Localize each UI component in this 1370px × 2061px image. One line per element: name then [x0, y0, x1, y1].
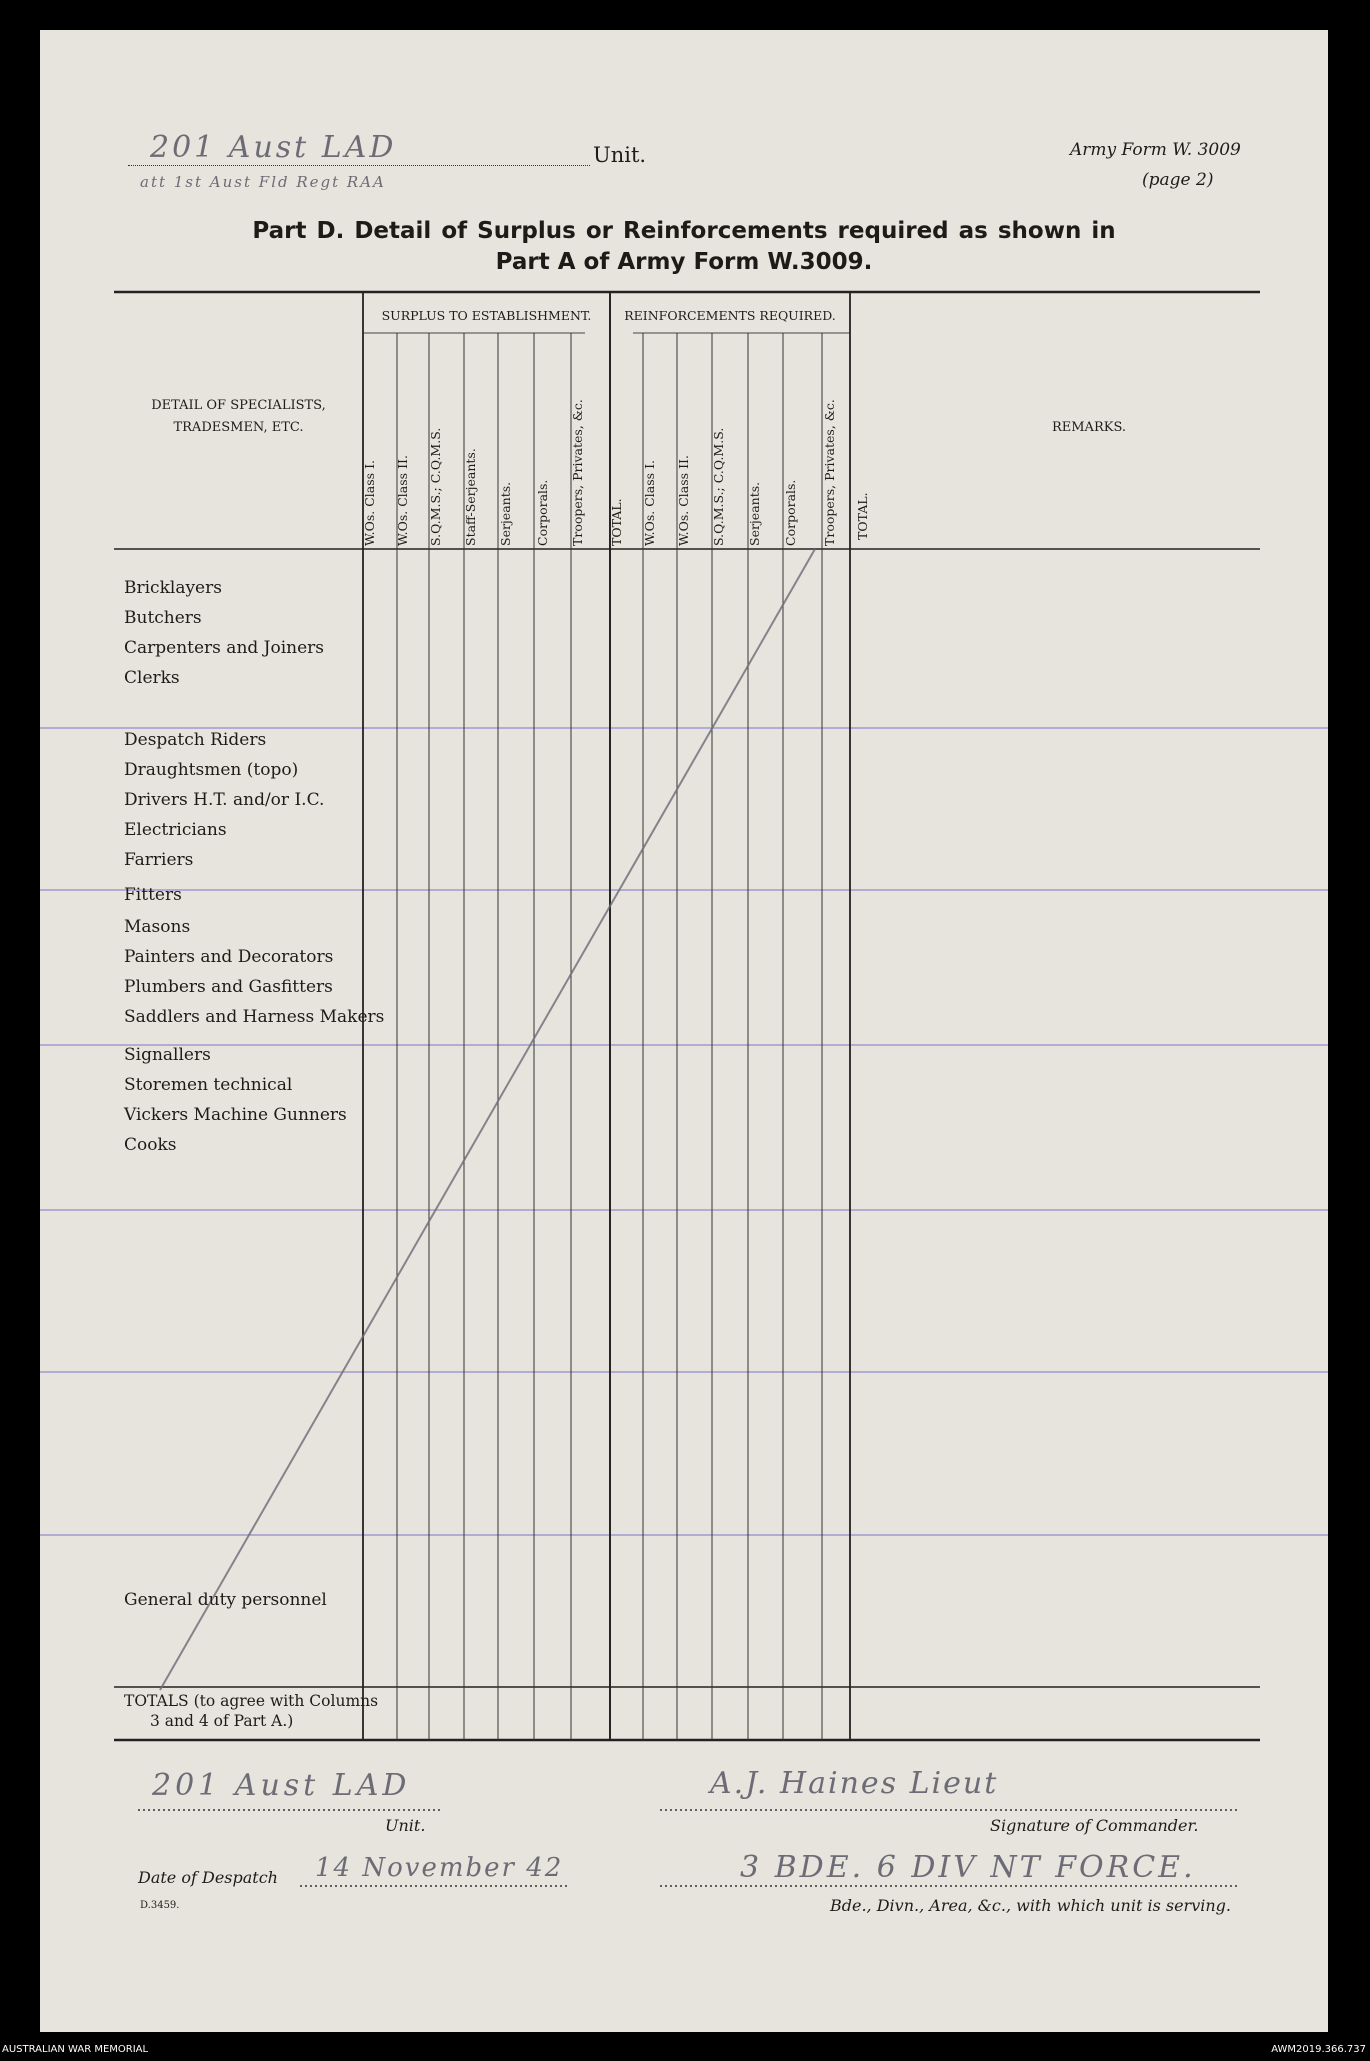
reinforcements-header: REINFORCEMENTS REQUIRED.	[624, 308, 836, 323]
row-general-duty: General duty personnel	[124, 1590, 327, 1610]
date-label: Date of Despatch	[138, 1868, 278, 1887]
footer-unit-handwritten: 201 Aust LAD	[152, 1768, 411, 1803]
page-reference: (page 2)	[1142, 170, 1214, 190]
row-masons: Masons	[124, 917, 191, 937]
row-carpenters: Carpenters and Joiners	[124, 638, 325, 658]
form-sheet: 201 Aust LAD att 1st Aust Fld Regt RAA Unit. Army Form W. 3009 (page 2) Part D. Detail of Surplus or Reinforcements required as shown in Part A of Army Form W.3009. DETAIL OF SPECIALISTS, TRADESMEN, ETC. SURPLUS TO ESTABLISHMENT. REINFORCEMENTS REQUIRED. REMARKS. W.Os. Class I. W.Os. Class II. S.Q.M.S.; C.Q.M.S. Staff-Serjeants. Serjeants. Corporals. Troopers, Privates, &c. TOTAL. W.Os. Class I. W.Os. Class II. S.Q.M.S.; C.Q.M.S. Serjeants. Corporals. Troopers, Privates, &c. TOTAL. Bricklayers Butchers Carpenters and Joiners Clerks Despatch Riders Draughtsmen (topo) Drivers H.T. and/or I.C. Electricians Farriers Fitters Masons Painters and Decorators Plumbers and Gasfitters Saddlers and Harness Makers Signallers Storemen technical Vickers Machine Gunners Cooks General duty personnel TOTALS (to agree with Columns 3 and 4 of Part A.) 201 Aust LAD Unit. A.J. Haines Lieut Signature of Commander. Date of Despatch 14 November 42 3 BDE. 6 DIV NT FORCE. Bde., Divn., Area, &c., with which unit is serving. D.3459.	[40, 30, 1328, 2032]
row-electricians: Electricians	[124, 820, 227, 840]
unit-handwritten: 201 Aust LAD	[150, 130, 397, 165]
row-despatch-riders: Despatch Riders	[124, 730, 267, 750]
row-drivers: Drivers H.T. and/or I.C.	[124, 790, 325, 810]
row-clerks: Clerks	[124, 668, 180, 688]
unit-label: Unit.	[593, 143, 647, 167]
row-vickers-gunners: Vickers Machine Gunners	[124, 1105, 347, 1125]
detail-header-line1: DETAIL OF SPECIALISTS,	[151, 398, 326, 413]
signature-handwritten: A.J. Haines Lieut	[710, 1766, 999, 1801]
form-reference: Army Form W. 3009	[1070, 140, 1241, 160]
row-draughtsmen: Draughtsmen (topo)	[124, 760, 299, 780]
form-title-line1: Part D. Detail of Surplus or Reinforcements required as shown in	[252, 218, 1116, 244]
detail-header-line2: TRADESMEN, ETC.	[173, 420, 304, 435]
row-bricklayers: Bricklayers	[124, 578, 222, 598]
row-butchers: Butchers	[124, 608, 202, 628]
bde-label: Bde., Divn., Area, &c., with which unit is serving.	[830, 1896, 1231, 1915]
row-cooks: Cooks	[124, 1135, 177, 1155]
unit-handwritten-sub: att 1st Aust Fld Regt RAA	[140, 173, 386, 191]
remarks-header: REMARKS.	[1051, 420, 1127, 435]
archive-name: AUSTRALIAN WAR MEMORIAL	[2, 2044, 149, 2055]
row-farriers: Farriers	[124, 850, 194, 870]
row-saddlers: Saddlers and Harness Makers	[124, 1007, 385, 1027]
row-painters: Painters and Decorators	[124, 947, 334, 967]
totals-line1: TOTALS (to agree with Columns	[124, 1692, 379, 1710]
archive-id: AWM2019.366.737	[1271, 2044, 1366, 2055]
surplus-header: SURPLUS TO ESTABLISHMENT.	[381, 308, 592, 323]
row-plumbers: Plumbers and Gasfitters	[124, 977, 333, 997]
totals-line2: 3 and 4 of Part A.)	[150, 1712, 294, 1730]
row-storemen: Storemen technical	[124, 1075, 293, 1095]
bde-handwritten: 3 BDE. 6 DIV NT FORCE.	[740, 1850, 1196, 1885]
footer-unit-label: Unit.	[385, 1816, 426, 1835]
archive-caption-bar	[0, 2032, 1370, 2061]
date-handwritten: 14 November 42	[315, 1853, 564, 1883]
form-title-line2: Part A of Army Form W.3009.	[495, 249, 873, 275]
signature-label: Signature of Commander.	[990, 1816, 1199, 1835]
form-code: D.3459.	[140, 1900, 180, 1911]
row-signallers: Signallers	[124, 1045, 211, 1065]
row-fitters: Fitters	[124, 885, 182, 905]
table-grid	[40, 30, 1328, 2032]
